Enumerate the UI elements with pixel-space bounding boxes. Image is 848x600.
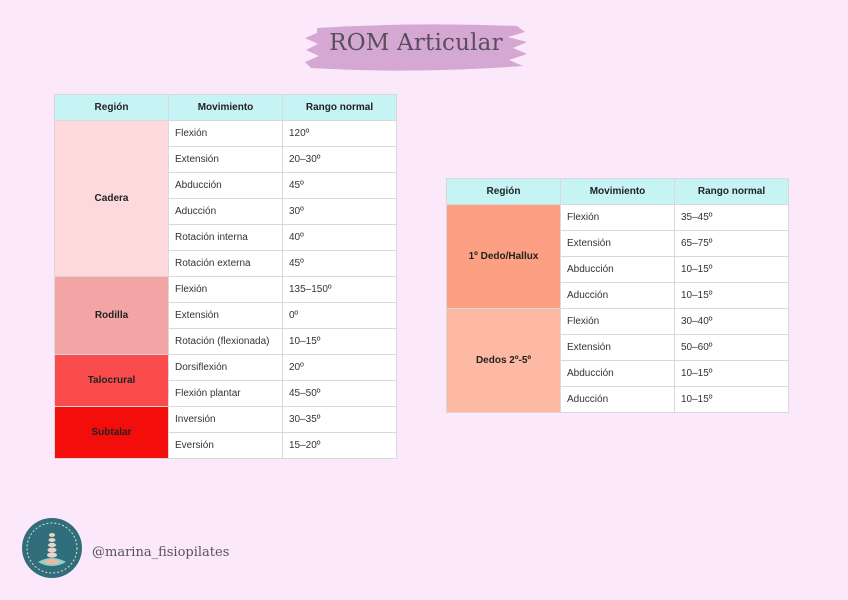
header-region: Región [447, 179, 561, 205]
range-cell: 30º [283, 199, 397, 225]
range-cell: 10–15º [675, 361, 789, 387]
range-cell: 35–45º [675, 205, 789, 231]
movement-cell: Inversión [169, 407, 283, 433]
title-banner [303, 22, 529, 74]
movement-cell: Extensión [169, 303, 283, 329]
region-cell: Subtalar [55, 407, 169, 459]
table-body [55, 121, 397, 459]
range-cell: 10–15º [283, 329, 397, 355]
table-row [55, 121, 397, 147]
region-cell: Rodilla [55, 277, 169, 355]
range-cell: 10–15º [675, 283, 789, 309]
range-cell: 30–35º [283, 407, 397, 433]
range-cell: 45º [283, 251, 397, 277]
range-cell: 40º [283, 225, 397, 251]
movement-cell: Flexión plantar [169, 381, 283, 407]
range-cell: 20º [283, 355, 397, 381]
author-handle: @marina_fisiopilates [92, 545, 230, 560]
movement-cell: Extensión [169, 147, 283, 173]
header-range: Rango normal [675, 179, 789, 205]
movement-cell: Rotación interna [169, 225, 283, 251]
header-movement: Movimiento [561, 179, 675, 205]
movement-cell: Aducción [561, 387, 675, 413]
page-title: ROM Articular [329, 30, 503, 56]
table-header-row [55, 95, 397, 121]
movement-cell: Extensión [561, 231, 675, 257]
movement-cell: Abducción [561, 257, 675, 283]
movement-cell: Rotación externa [169, 251, 283, 277]
region-cell: 1º Dedo/Hallux [447, 205, 561, 309]
movement-cell: Aducción [561, 283, 675, 309]
movement-cell: Dorsiflexión [169, 355, 283, 381]
movement-cell: Abducción [561, 361, 675, 387]
range-cell: 30–40º [675, 309, 789, 335]
movement-cell: Eversión [169, 433, 283, 459]
range-cell: 50–60º [675, 335, 789, 361]
region-cell: Talocrural [55, 355, 169, 407]
table-row [447, 205, 789, 231]
header-range: Rango normal [283, 95, 397, 121]
table-body [447, 205, 789, 413]
movement-cell: Aducción [169, 199, 283, 225]
range-cell: 0º [283, 303, 397, 329]
movement-cell: Rotación (flexionada) [169, 329, 283, 355]
range-cell: 10–15º [675, 257, 789, 283]
region-cell: Cadera [55, 121, 169, 277]
range-cell: 135–150º [283, 277, 397, 303]
brand-logo [22, 518, 82, 578]
movement-cell: Flexión [169, 277, 283, 303]
rom-table-main [54, 94, 397, 459]
movement-cell: Flexión [561, 205, 675, 231]
table-row [55, 355, 397, 381]
header-movement: Movimiento [169, 95, 283, 121]
range-cell: 10–15º [675, 387, 789, 413]
spine-lotus-icon [22, 518, 82, 578]
range-cell: 15–20º [283, 433, 397, 459]
table-row [55, 277, 397, 303]
movement-cell: Flexión [169, 121, 283, 147]
header-region: Región [55, 95, 169, 121]
table-row [55, 407, 397, 433]
range-cell: 20–30º [283, 147, 397, 173]
region-cell: Dedos 2º-5º [447, 309, 561, 413]
range-cell: 45º [283, 173, 397, 199]
range-cell: 120º [283, 121, 397, 147]
movement-cell: Abducción [169, 173, 283, 199]
table-row [447, 309, 789, 335]
table-header-row [447, 179, 789, 205]
range-cell: 45–50º [283, 381, 397, 407]
movement-cell: Flexión [561, 309, 675, 335]
range-cell: 65–75º [675, 231, 789, 257]
rom-table-toes [446, 178, 789, 413]
movement-cell: Extensión [561, 335, 675, 361]
